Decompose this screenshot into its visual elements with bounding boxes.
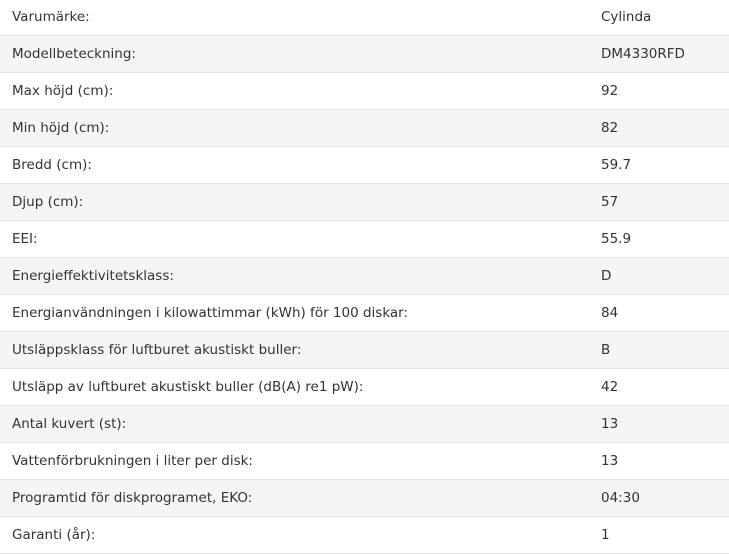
spec-row-warranty bbox=[0, 516, 729, 553]
spec-label: EEI: bbox=[0, 220, 589, 257]
spec-value: 59.7 bbox=[589, 146, 729, 183]
spec-row-energy-class bbox=[0, 257, 729, 294]
spec-value: 92 bbox=[589, 72, 729, 109]
spec-value: 57 bbox=[589, 183, 729, 220]
spec-value: 82 bbox=[589, 109, 729, 146]
spec-value: 55.9 bbox=[589, 220, 729, 257]
spec-label: Antal kuvert (st): bbox=[0, 405, 589, 442]
spec-label: Garanti (år): bbox=[0, 516, 589, 553]
spec-label: Bredd (cm): bbox=[0, 146, 589, 183]
spec-label: Programtid för diskprogramet, EKO: bbox=[0, 479, 589, 516]
spec-row-eei bbox=[0, 220, 729, 257]
spec-label: Djup (cm): bbox=[0, 183, 589, 220]
spec-label: Utsläpp av luftburet akustiskt buller (dB(A) re1 pW): bbox=[0, 368, 589, 405]
spec-row-program-time bbox=[0, 479, 729, 516]
spec-row-min-height bbox=[0, 109, 729, 146]
spec-value: Cylinda bbox=[589, 0, 729, 35]
spec-label: Vattenförbrukningen i liter per disk: bbox=[0, 442, 589, 479]
spec-row-water-usage bbox=[0, 442, 729, 479]
spec-label: Utsläppsklass för luftburet akustiskt buller: bbox=[0, 331, 589, 368]
spec-label: Min höjd (cm): bbox=[0, 109, 589, 146]
spec-row-place-settings bbox=[0, 405, 729, 442]
spec-value: 13 bbox=[589, 442, 729, 479]
spec-row-energy-usage bbox=[0, 294, 729, 331]
spec-value: 1 bbox=[589, 516, 729, 553]
spec-value: 13 bbox=[589, 405, 729, 442]
spec-row-depth bbox=[0, 183, 729, 220]
spec-value: D bbox=[589, 257, 729, 294]
spec-row-width bbox=[0, 146, 729, 183]
spec-label: Max höjd (cm): bbox=[0, 72, 589, 109]
spec-label: Energianvändningen i kilowattimmar (kWh) för 100 diskar: bbox=[0, 294, 589, 331]
spec-row-model bbox=[0, 35, 729, 72]
spec-row-noise-emission bbox=[0, 368, 729, 405]
spec-label: Energieffektivitetsklass: bbox=[0, 257, 589, 294]
spec-value: 04:30 bbox=[589, 479, 729, 516]
spec-label: Modellbeteckning: bbox=[0, 35, 589, 72]
spec-row-brand bbox=[0, 0, 729, 35]
spec-value: 84 bbox=[589, 294, 729, 331]
spec-value: B bbox=[589, 331, 729, 368]
spec-value: DM4330RFD bbox=[589, 35, 729, 72]
spec-value: 42 bbox=[589, 368, 729, 405]
spec-row-noise-class bbox=[0, 331, 729, 368]
spec-row-max-height bbox=[0, 72, 729, 109]
spec-label: Varumärke: bbox=[0, 0, 589, 35]
